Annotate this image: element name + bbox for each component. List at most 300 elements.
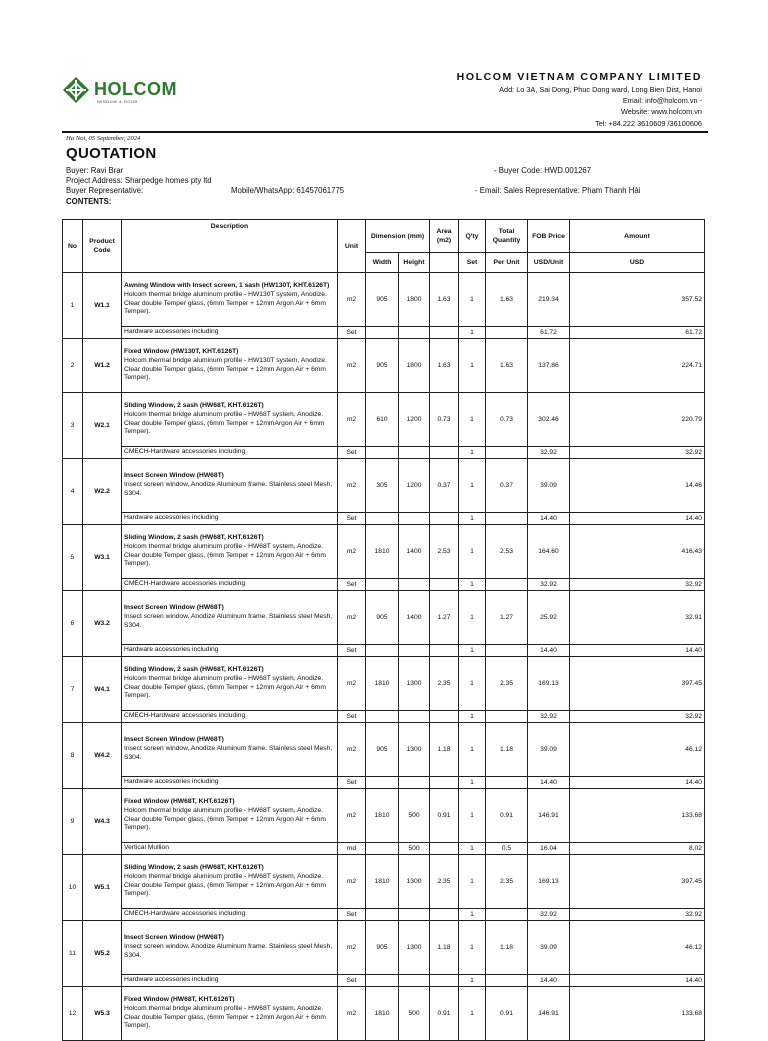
height-cell: 1800 bbox=[399, 273, 430, 327]
total-quantity-cell: 0.37 bbox=[486, 459, 528, 513]
area-cell bbox=[430, 327, 459, 339]
item-name: Sliding Window, 2 sash (HW68T, KHT.6126T) bbox=[124, 665, 264, 673]
item-no: 10 bbox=[63, 855, 83, 921]
description-cell bbox=[122, 591, 338, 645]
width-cell bbox=[366, 645, 399, 657]
total-quantity-cell: 2.35 bbox=[486, 657, 528, 711]
description-cell bbox=[122, 327, 338, 339]
item-name: Sliding Window, 2 sash (HW68T, KHT.6126T) bbox=[124, 401, 264, 409]
area-cell bbox=[430, 909, 459, 921]
unit-cell: m2 bbox=[338, 459, 366, 513]
description-cell bbox=[122, 789, 338, 843]
item-description: CMECH-Hardware accessories including bbox=[124, 448, 246, 456]
unit-cell: Set bbox=[338, 777, 366, 789]
width-cell bbox=[366, 843, 399, 855]
item-no: 3 bbox=[63, 393, 83, 459]
table-subrow bbox=[63, 579, 705, 591]
item-no: 6 bbox=[63, 591, 83, 657]
item-description: Hardware accessories including bbox=[124, 646, 219, 654]
width-cell bbox=[366, 975, 399, 987]
fob-price-cell: 61.72 bbox=[528, 327, 570, 339]
product-code: W2.2 bbox=[83, 459, 122, 525]
total-quantity-cell bbox=[486, 447, 528, 459]
amount-cell: 32.92 bbox=[570, 909, 705, 921]
qty-cell: 1 bbox=[459, 327, 486, 339]
table-row bbox=[63, 591, 705, 645]
company-info bbox=[457, 71, 702, 129]
table-row bbox=[63, 393, 705, 447]
item-description: CMECH-Hardware accessories including bbox=[124, 580, 246, 588]
width-cell: 905 bbox=[366, 339, 399, 393]
height-cell bbox=[399, 909, 430, 921]
height-cell bbox=[399, 975, 430, 987]
unit-cell: Set bbox=[338, 579, 366, 591]
area-cell: 2.35 bbox=[430, 657, 459, 711]
width-cell bbox=[366, 327, 399, 339]
company-website: Website: www.holcom.vn bbox=[621, 107, 702, 117]
item-description: CMECH-Hardware accessories including bbox=[124, 910, 246, 918]
qty-cell: 1 bbox=[459, 789, 486, 843]
amount-cell: 224.71 bbox=[570, 339, 705, 393]
item-no: 4 bbox=[63, 459, 83, 525]
total-quantity-cell bbox=[486, 777, 528, 789]
table-row bbox=[63, 789, 705, 843]
company-tel: Tel: +84.222 3610609 /36100606 bbox=[595, 118, 702, 128]
total-quantity-cell: 1.27 bbox=[486, 591, 528, 645]
amount-cell: 32.92 bbox=[570, 711, 705, 723]
area-cell bbox=[430, 447, 459, 459]
description-cell bbox=[122, 393, 338, 447]
col-set: Set bbox=[459, 253, 486, 273]
fob-price-cell: 164.60 bbox=[528, 525, 570, 579]
area-cell: 2.35 bbox=[430, 855, 459, 909]
project-address: Project Address: Sharpedge homes pty ltd bbox=[66, 176, 212, 185]
quotation-table bbox=[62, 219, 705, 1041]
sales-representative: - Email: Sales Representative: Phạm Thanh Hải bbox=[475, 186, 641, 195]
area-cell bbox=[430, 579, 459, 591]
height-cell: 500 bbox=[399, 987, 430, 1041]
table-subrow bbox=[63, 513, 705, 525]
height-cell: 1400 bbox=[399, 591, 430, 645]
fob-price-cell: 32.92 bbox=[528, 447, 570, 459]
item-name: Insect Screen Window (HW68T) bbox=[124, 472, 224, 480]
area-cell: 0.37 bbox=[430, 459, 459, 513]
col-amount: Amount bbox=[570, 220, 705, 253]
product-code: W3.1 bbox=[83, 525, 122, 591]
product-code: W5.1 bbox=[83, 855, 122, 921]
width-cell: 305 bbox=[366, 459, 399, 513]
item-no: 7 bbox=[63, 657, 83, 723]
description-cell bbox=[122, 339, 338, 393]
width-cell bbox=[366, 513, 399, 525]
qty-cell: 1 bbox=[459, 855, 486, 909]
item-description: Holcom thermal bridge aluminum profile - HW68T system, Anodize. Clear double Temper glass, (6mm Temper + 12mm Argon Air + 6mm Temper). bbox=[124, 872, 326, 898]
width-cell: 1810 bbox=[366, 525, 399, 579]
description-cell bbox=[122, 723, 338, 777]
document-date: Ha Noi, 05 September, 2024 bbox=[66, 135, 141, 142]
amount-cell: 8.02 bbox=[570, 843, 705, 855]
total-quantity-cell: 2.35 bbox=[486, 855, 528, 909]
table-row bbox=[63, 855, 705, 909]
item-description: Holcom thermal bridge aluminum profile - HW130T system, Anodize. Clear double Temper glass, (6mm Temper + 12mm Argon Air + 6mm Temper). bbox=[124, 290, 327, 316]
item-description: Hardware accessories including bbox=[124, 328, 219, 336]
unit-cell: m2 bbox=[338, 723, 366, 777]
product-code: W3.2 bbox=[83, 591, 122, 657]
height-cell bbox=[399, 579, 430, 591]
col-total-quantity: Total Quantity bbox=[486, 220, 528, 253]
col-width: Width bbox=[366, 253, 399, 273]
item-description: Insect screen window, Anodize Aluminum frame. Stainless steel Mesh, S304. bbox=[124, 613, 333, 629]
qty-cell: 1 bbox=[459, 723, 486, 777]
fob-price-cell: 169.13 bbox=[528, 855, 570, 909]
table-row bbox=[63, 459, 705, 513]
total-quantity-cell bbox=[486, 975, 528, 987]
description-cell bbox=[122, 657, 338, 711]
total-quantity-cell: 0.91 bbox=[486, 789, 528, 843]
area-cell bbox=[430, 975, 459, 987]
width-cell: 905 bbox=[366, 591, 399, 645]
item-name: Insect Screen Window (HW68T) bbox=[124, 736, 224, 744]
unit-cell: Set bbox=[338, 975, 366, 987]
item-name: Fixed Window (HW68T, KHT.6126T) bbox=[124, 797, 235, 805]
table-row bbox=[63, 723, 705, 777]
table-header bbox=[63, 220, 705, 273]
item-name: Awning Window with Insect screen, 1 sash (HW130T, KHT.6126T) bbox=[124, 281, 330, 289]
item-no: 1 bbox=[63, 273, 83, 339]
unit-cell: m2 bbox=[338, 393, 366, 447]
col-unit: Unit bbox=[338, 220, 366, 273]
total-quantity-cell bbox=[486, 579, 528, 591]
qty-cell: 1 bbox=[459, 909, 486, 921]
area-cell bbox=[430, 513, 459, 525]
unit-cell: m2 bbox=[338, 273, 366, 327]
fob-price-cell: 14.40 bbox=[528, 513, 570, 525]
description-cell bbox=[122, 975, 338, 987]
fob-price-cell: 302.46 bbox=[528, 393, 570, 447]
area-cell bbox=[430, 645, 459, 657]
amount-cell: 416.43 bbox=[570, 525, 705, 579]
fob-price-cell: 16.04 bbox=[528, 843, 570, 855]
qty-cell: 1 bbox=[459, 393, 486, 447]
item-description: Insect screen window, Anodize Aluminum frame. Stainless steel Mesh, S304. bbox=[124, 943, 333, 959]
qty-cell: 1 bbox=[459, 591, 486, 645]
fob-price-cell: 39.09 bbox=[528, 723, 570, 777]
fob-price-cell: 39.09 bbox=[528, 921, 570, 975]
amount-cell: 61.72 bbox=[570, 327, 705, 339]
item-name: Fixed Window (HW68T, KHT.6126T) bbox=[124, 995, 235, 1003]
height-cell: 500 bbox=[399, 843, 430, 855]
table-subrow bbox=[63, 843, 705, 855]
amount-cell: 357.52 bbox=[570, 273, 705, 327]
unit-cell: m2 bbox=[338, 339, 366, 393]
fob-price-cell: 14.40 bbox=[528, 777, 570, 789]
unit-cell: Set bbox=[338, 645, 366, 657]
width-cell bbox=[366, 579, 399, 591]
item-description: Hardware accessories including bbox=[124, 778, 219, 786]
buyer-code: - Buyer Code: HWD.001267 bbox=[494, 166, 592, 175]
item-description: Hardware accessories including bbox=[124, 514, 219, 522]
amount-cell: 133.68 bbox=[570, 789, 705, 843]
height-cell: 1200 bbox=[399, 393, 430, 447]
qty-cell: 1 bbox=[459, 711, 486, 723]
item-description: Holcom thermal bridge aluminum profile - HW68T system, Anodize. Clear double Temper glass, (6mm Temper + 12mm Argon Air + 6mm Temper). bbox=[124, 1004, 326, 1030]
product-code: W4.1 bbox=[83, 657, 122, 723]
height-cell bbox=[399, 777, 430, 789]
total-quantity-cell bbox=[486, 909, 528, 921]
item-description: Holcom thermal bridge aluminum profile - HW130T system, Anodize. Clear double Temper glass, (6mm Temper + 12mm Argon Air + 6mm Temper). bbox=[124, 356, 327, 382]
item-name: Insect Screen Window (HW68T) bbox=[124, 934, 224, 942]
area-cell bbox=[430, 843, 459, 855]
amount-cell: 14.40 bbox=[570, 513, 705, 525]
height-cell: 1300 bbox=[399, 921, 430, 975]
col-no: No bbox=[63, 220, 83, 273]
width-cell: 1810 bbox=[366, 855, 399, 909]
height-cell: 1300 bbox=[399, 855, 430, 909]
item-description: Holcom thermal bridge aluminum profile - HW68T system, Anodize. Clear double Temper glass, (6mm Temper + 12mm Argon Air + 6mm Temper). bbox=[124, 806, 326, 832]
holcom-logo-icon bbox=[62, 76, 90, 104]
company-address: Add: Lo 3A, Sai Dong, Phuc Dong ward, Long Bien Dist, Hanoi bbox=[499, 85, 702, 94]
total-quantity-cell: 0.91 bbox=[486, 987, 528, 1041]
item-no: 11 bbox=[63, 921, 83, 987]
fob-price-cell: 39.09 bbox=[528, 459, 570, 513]
total-quantity-cell bbox=[486, 645, 528, 657]
total-quantity-cell bbox=[486, 513, 528, 525]
item-description: Holcom thermal bridge aluminum profile - HW68T system, Anodize. Clear double Temper glass, (6mm Temper + 12mm Argon Air + 6mm Temper). bbox=[124, 674, 326, 700]
height-cell bbox=[399, 711, 430, 723]
qty-cell: 1 bbox=[459, 921, 486, 975]
company-name: HOLCOM VIETNAM COMPANY LIMITED bbox=[456, 71, 702, 83]
total-quantity-cell: 1.63 bbox=[486, 339, 528, 393]
description-cell bbox=[122, 447, 338, 459]
height-cell bbox=[399, 645, 430, 657]
unit-cell: m2 bbox=[338, 855, 366, 909]
total-quantity-cell: 1.18 bbox=[486, 921, 528, 975]
col-description: Description bbox=[122, 220, 338, 273]
fob-price-cell: 25.92 bbox=[528, 591, 570, 645]
amount-cell: 14.40 bbox=[570, 645, 705, 657]
amount-cell: 133.68 bbox=[570, 987, 705, 1041]
table-body bbox=[63, 273, 705, 1041]
description-cell bbox=[122, 909, 338, 921]
description-cell bbox=[122, 777, 338, 789]
height-cell bbox=[399, 447, 430, 459]
product-code: W1.1 bbox=[83, 273, 122, 339]
amount-cell: 14.40 bbox=[570, 777, 705, 789]
item-no: 9 bbox=[63, 789, 83, 855]
total-quantity-cell: 0.5 bbox=[486, 843, 528, 855]
width-cell: 1810 bbox=[366, 987, 399, 1041]
description-cell bbox=[122, 711, 338, 723]
unit-cell: md bbox=[338, 843, 366, 855]
product-code: W4.3 bbox=[83, 789, 122, 855]
amount-cell: 220.79 bbox=[570, 393, 705, 447]
unit-cell: m2 bbox=[338, 657, 366, 711]
page-title: QUOTATION bbox=[66, 145, 157, 162]
fob-price-cell: 146.91 bbox=[528, 987, 570, 1041]
amount-cell: 397.45 bbox=[570, 657, 705, 711]
height-cell: 1300 bbox=[399, 723, 430, 777]
description-cell bbox=[122, 843, 338, 855]
item-no: 12 bbox=[63, 987, 83, 1041]
height-cell: 1200 bbox=[399, 459, 430, 513]
table-row bbox=[63, 987, 705, 1041]
total-quantity-cell: 1.18 bbox=[486, 723, 528, 777]
mobile-whatsapp: Mobile/WhatsApp: 61457061775 bbox=[231, 186, 345, 195]
qty-cell: 1 bbox=[459, 843, 486, 855]
total-quantity-cell: 2.53 bbox=[486, 525, 528, 579]
area-cell bbox=[430, 777, 459, 789]
width-cell bbox=[366, 711, 399, 723]
qty-cell: 1 bbox=[459, 657, 486, 711]
width-cell bbox=[366, 777, 399, 789]
fob-price-cell: 32.92 bbox=[528, 909, 570, 921]
area-cell: 1.63 bbox=[430, 339, 459, 393]
table-subrow bbox=[63, 909, 705, 921]
description-cell bbox=[122, 987, 338, 1041]
amount-cell: 32.91 bbox=[570, 591, 705, 645]
buyer-representative: Buyer Representative: bbox=[66, 186, 144, 195]
col-fob-price: FOB Price bbox=[528, 220, 570, 253]
item-no: 2 bbox=[63, 339, 83, 393]
item-description: Hardware accessories including bbox=[124, 976, 219, 984]
item-description: Insect screen window, Anodize Aluminum frame. Stainless steel Mesh, S304. bbox=[124, 745, 333, 761]
product-code: W2.1 bbox=[83, 393, 122, 459]
height-cell: 1300 bbox=[399, 657, 430, 711]
table-subrow bbox=[63, 777, 705, 789]
col-per-unit: Per Unit bbox=[486, 253, 528, 273]
area-cell bbox=[430, 711, 459, 723]
total-quantity-cell bbox=[486, 327, 528, 339]
fob-price-cell: 14.40 bbox=[528, 645, 570, 657]
table-row bbox=[63, 921, 705, 975]
contents-label: CONTENTS: bbox=[66, 197, 112, 206]
qty-cell: 1 bbox=[459, 459, 486, 513]
amount-cell: 14.46 bbox=[570, 459, 705, 513]
item-no: 8 bbox=[63, 723, 83, 789]
qty-cell: 1 bbox=[459, 273, 486, 327]
logo-tagline: WINDOW & DOOR bbox=[97, 99, 138, 104]
table-row bbox=[63, 339, 705, 393]
area-cell: 0.73 bbox=[430, 393, 459, 447]
item-description: CMECH-Hardware accessories including bbox=[124, 712, 246, 720]
total-quantity-cell: 1.63 bbox=[486, 273, 528, 327]
product-code: W4.2 bbox=[83, 723, 122, 789]
area-cell: 1.18 bbox=[430, 921, 459, 975]
product-code: W1.2 bbox=[83, 339, 122, 393]
height-cell: 500 bbox=[399, 789, 430, 843]
col-area: Area (m2) bbox=[430, 220, 459, 253]
height-cell bbox=[399, 513, 430, 525]
item-description: Holcom thermal bridge aluminum profile - HW68T system, Anodize. Clear double Temper glass, (6mm Temper + 12mm Argon Air + 6mm Temper). bbox=[124, 542, 326, 568]
fob-price-cell: 137.86 bbox=[528, 339, 570, 393]
description-cell bbox=[122, 579, 338, 591]
qty-cell: 1 bbox=[459, 447, 486, 459]
height-cell: 1400 bbox=[399, 525, 430, 579]
area-cell: 2.53 bbox=[430, 525, 459, 579]
col-qty: Q'ty bbox=[459, 220, 486, 253]
item-name: Sliding Window, 2 sash (HW68T, KHT.6126T) bbox=[124, 533, 264, 541]
description-cell bbox=[122, 513, 338, 525]
col-usd: USD bbox=[570, 253, 705, 273]
product-code: W5.2 bbox=[83, 921, 122, 987]
width-cell: 1810 bbox=[366, 789, 399, 843]
area-cell: 0.91 bbox=[430, 789, 459, 843]
unit-cell: m2 bbox=[338, 987, 366, 1041]
logo-wordmark: HOLCOM bbox=[94, 79, 177, 99]
description-cell bbox=[122, 921, 338, 975]
qty-cell: 1 bbox=[459, 777, 486, 789]
col-product-code: Product Code bbox=[83, 220, 122, 273]
unit-cell: Set bbox=[338, 909, 366, 921]
unit-cell: m2 bbox=[338, 789, 366, 843]
item-name: Insect Screen Window (HW68T) bbox=[124, 604, 224, 612]
amount-cell: 46.12 bbox=[570, 921, 705, 975]
header-divider bbox=[62, 131, 708, 133]
fob-price-cell: 32.92 bbox=[528, 711, 570, 723]
width-cell: 905 bbox=[366, 273, 399, 327]
unit-cell: Set bbox=[338, 447, 366, 459]
qty-cell: 1 bbox=[459, 987, 486, 1041]
fob-price-cell: 14.40 bbox=[528, 975, 570, 987]
item-name: Sliding Window, 2 sash (HW68T, KHT.6126T) bbox=[124, 863, 264, 871]
unit-cell: m2 bbox=[338, 591, 366, 645]
fob-price-cell: 219.34 bbox=[528, 273, 570, 327]
unit-cell: m2 bbox=[338, 921, 366, 975]
fob-price-cell: 169.13 bbox=[528, 657, 570, 711]
qty-cell: 1 bbox=[459, 339, 486, 393]
qty-cell: 1 bbox=[459, 579, 486, 591]
col-height: Height bbox=[399, 253, 430, 273]
description-cell bbox=[122, 459, 338, 513]
amount-cell: 32.92 bbox=[570, 447, 705, 459]
table-row bbox=[63, 525, 705, 579]
table-subrow bbox=[63, 447, 705, 459]
amount-cell: 14.40 bbox=[570, 975, 705, 987]
qty-cell: 1 bbox=[459, 645, 486, 657]
item-description: Vertical Mullion bbox=[124, 844, 169, 852]
height-cell: 1800 bbox=[399, 339, 430, 393]
width-cell: 905 bbox=[366, 723, 399, 777]
item-name: Fixed Window (HW130T, KHT.6126T) bbox=[124, 347, 239, 355]
width-cell: 905 bbox=[366, 921, 399, 975]
width-cell bbox=[366, 909, 399, 921]
height-cell bbox=[399, 327, 430, 339]
width-cell: 1810 bbox=[366, 657, 399, 711]
amount-cell: 397.45 bbox=[570, 855, 705, 909]
company-logo bbox=[62, 76, 192, 106]
item-description: Holcom thermal bridge aluminum profile - HW68T system, Anodize. Clear double Temper glass, (6mm Temper + 12mmArgon Air + 6mm Temper). bbox=[124, 410, 325, 436]
col-dimension: Dimension (mm) bbox=[366, 220, 430, 253]
item-description: Insect screen window, Anodize Aluminum frame. Stainless steel Mesh, S304. bbox=[124, 481, 333, 497]
unit-cell: Set bbox=[338, 711, 366, 723]
width-cell bbox=[366, 447, 399, 459]
table-subrow bbox=[63, 975, 705, 987]
table-subrow bbox=[63, 645, 705, 657]
company-email: Email: info@holcom.vn - bbox=[622, 96, 702, 106]
col-area-sub bbox=[430, 253, 459, 273]
qty-cell: 1 bbox=[459, 513, 486, 525]
table-row bbox=[63, 273, 705, 327]
table-subrow bbox=[63, 711, 705, 723]
unit-cell: m2 bbox=[338, 525, 366, 579]
total-quantity-cell bbox=[486, 711, 528, 723]
unit-cell: Set bbox=[338, 513, 366, 525]
amount-cell: 32.92 bbox=[570, 579, 705, 591]
fob-price-cell: 146.91 bbox=[528, 789, 570, 843]
description-cell bbox=[122, 855, 338, 909]
buyer-name: Buyer: Ravi Brar bbox=[66, 166, 124, 175]
unit-cell: Set bbox=[338, 327, 366, 339]
